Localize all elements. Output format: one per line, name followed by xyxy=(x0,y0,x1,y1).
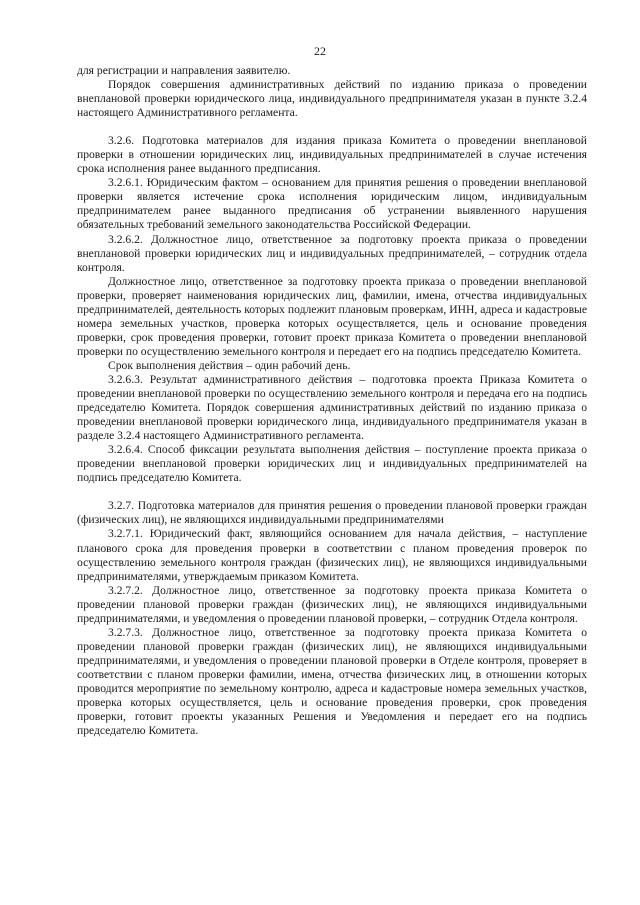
document-body xyxy=(77,64,587,738)
section-heading-3-2-7: 3.2.7. Подготовка материалов для принятия решения о проведении плановой проверки граждан (физических лиц), не являющихся индивидуальными предпринимателями xyxy=(77,499,587,527)
paragraph-3-2-7-2: 3.2.7.2. Должностное лицо, ответственное за подготовку проекта приказа Комитета о проведении плановой проверки граждан (физических лиц), не являющихся индивидуальными предпринимателями, и уведомления о проведении плановой проверки, – сотрудник Отдела контроля. xyxy=(77,583,587,625)
paragraph-continuation: для регистрации и направления заявителю. xyxy=(77,64,291,77)
paragraph-3-2-6-1: 3.2.6.1. Юридическим фактом – основанием для принятия решения о проведении внеплановой проверки является истечение срока исполнения юридическим лицом, индивидуальным предпринимателем ранее выданного предписания об устранении выявленного нарушения обязательных требований земельного законодательства Российской Федерации. xyxy=(77,176,587,232)
paragraph-procedure-reference: Порядок совершения административных действий по изданию приказа о проведении внеплановой проверки юридического лица, индивидуального предпринимателя указан в пункте 3.2.4 настоящего Административного регламента. xyxy=(77,78,587,120)
paragraph-3-2-7-1: 3.2.7.1. Юридический факт, являющийся основанием для начала действия, – наступление планового срока для проведения проверки в соответствии с планом проведения проверок по осуществлению земельного контроля граждан (физических лиц), не являющихся индивидуальными предпринимателями, утверждаемым приказом Комитета. xyxy=(77,527,587,583)
paragraph-3-2-7-3: 3.2.7.3. Должностное лицо, ответственное за подготовку проекта приказа Комитета о проведении плановой проверки граждан (физических лиц), не являющихся индивидуальными предпринимателями, и уведомления о проведении плановой проверки в Отделе контроля, проверяет в соответствии с планом проверки фамилии, имена, отчества физических лиц, в отношении которых проводится мероприятие по земельному контролю, адреса и кадастровые номера земельных участков, проверка которых осуществляется, цель и основание проведения проверки, срок проведения проверки, готовит проекты указанных Решения и Уведомления и передает его на подпись председателю Комитета. xyxy=(77,625,587,738)
paragraph-deadline: Срок выполнения действия – один рабочий день. xyxy=(108,358,351,372)
paragraph-3-2-6-2: 3.2.6.2. Должностное лицо, ответственное за подготовку проекта приказа о проведении внеплановой проверки юридических лиц и индивидуальных предпринимателей, – сотрудник отдела контроля. xyxy=(77,232,587,274)
paragraph-official-duties: Должностное лицо, ответственное за подготовку проекта приказа о проведении внеплановой проверки, проверяет наименования юридических лиц, фамилии, имена, отчества индивидуальных предпринимателей, деятельность которых подлежит плановым проверкам, ИНН, адреса и кадастровые номера земельных участков, проверка которых осуществляется, цель и основание проведения проверки, срок проведения проверки, готовит проект приказа Комитета о проведении внеплановой проверки по осуществлению земельного контроля и передает его на подпись председателю Комитета. xyxy=(77,274,587,358)
paragraph-3-2-6-4: 3.2.6.4. Способ фиксации результата выполнения действия – поступление проекта приказа о проведении внеплановой проверки юридических лиц и индивидуальных предпринимателей на подпись председателю Комитета. xyxy=(77,443,587,485)
section-heading-3-2-6: 3.2.6. Подготовка материалов для издания приказа Комитета о проведении внеплановой проверки в отношении юридических лиц, индивидуальных предпринимателей в случае истечения срока исполнения ранее выданного предписания. xyxy=(77,134,587,176)
paragraph-3-2-6-3: 3.2.6.3. Результат административного действия – подготовка проекта Приказа Комитета о проведении внеплановой проверки по осуществлению земельного контроля и передача его на подпись председателю Комитета. Порядок совершения административных действий по изданию приказа о проведении внеплановой проверки юридического лица, индивидуального предпринимателя указан в разделе 3.2.4 настоящего Административного регламента. xyxy=(77,372,587,443)
page-number: 22 xyxy=(314,44,326,58)
